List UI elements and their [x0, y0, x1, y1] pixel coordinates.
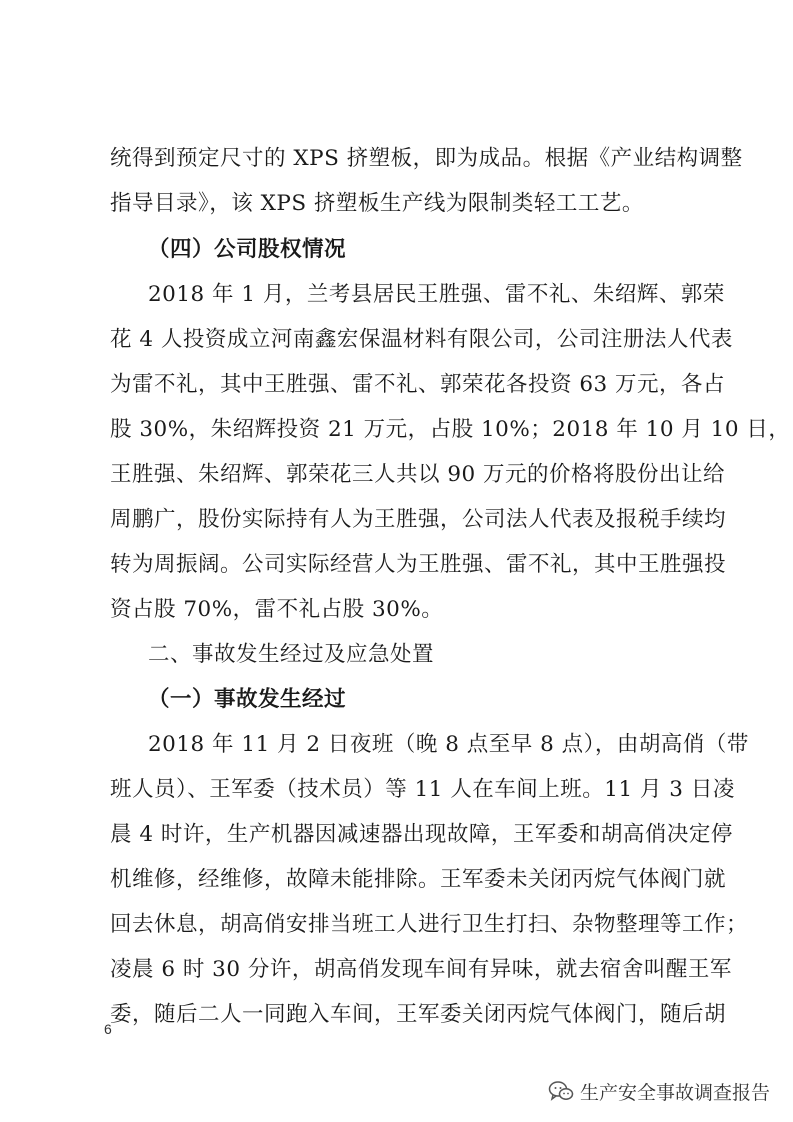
paragraph-line: 为雷不礼，其中王胜强、雷不礼、郭荣花各投资 63 万元，各占: [110, 372, 726, 397]
paragraph-line: 资占股 70%，雷不礼占股 30%。: [110, 597, 444, 622]
paragraph-line: 2018 年 11 月 2 日夜班（晚 8 点至早 8 点），由胡高俏（带: [148, 732, 749, 757]
paragraph-line: 2018 年 1 月，兰考县居民王胜强、雷不礼、朱绍辉、郭荣: [148, 282, 725, 307]
paragraph-line: 王胜强、朱绍辉、郭荣花三人共以 90 万元的价格将股份出让给: [110, 462, 726, 487]
paragraph-line: 班人员）、王军委（技术员）等 11 人在车间上班。11 月 3 日凌: [110, 777, 735, 802]
paragraph-line: 转为周振阔。公司实际经营人为王胜强、雷不礼，其中王胜强投: [110, 552, 727, 577]
paragraph-line: 指导目录》，该 XPS 挤塑板生产线为限制类轻工工艺。: [110, 191, 644, 216]
paragraph-line: 周鹏广，股份实际持有人为王胜强，公司法人代表及报税手续均: [110, 507, 727, 532]
chapter-heading: 二、事故发生经过及应急处置: [148, 642, 435, 667]
paragraph-line: 回去休息，胡高俏安排当班工人进行卫生打扫、杂物整理等工作；: [110, 912, 749, 937]
page-number: 6: [104, 1021, 112, 1037]
wechat-icon: [548, 1079, 574, 1103]
paragraph-line: 委，随后二人一同跑入车间，王军委关闭丙烷气体阀门，随后胡: [110, 1002, 727, 1027]
paragraph-line: 花 4 人投资成立河南鑫宏保温材料有限公司，公司注册法人代表: [110, 327, 733, 352]
paragraph-line: 统得到预定尺寸的 XPS 挤塑板，即为成品。根据《产业结构调整: [110, 146, 743, 171]
wechat-watermark: [548, 1076, 770, 1106]
watermark-text: 生产安全事故调查报告: [580, 1081, 771, 1104]
section-heading: （一）事故发生经过: [148, 687, 347, 712]
paragraph-line: 股 30%，朱绍辉投资 21 万元，占股 10%；2018 年 10 月 10 日，: [110, 417, 791, 442]
paragraph-line: 凌晨 6 时 30 分许，胡高俏发现车间有异味，就去宿舍叫醒王军: [110, 957, 732, 982]
section-heading: （四）公司股权情况: [148, 237, 347, 262]
paragraph-line: 晨 4 时许，生产机器因减速器出现故障，王军委和胡高俏决定停: [110, 822, 733, 847]
paragraph-line: 机维修，经维修，故障未能排除。王军委未关闭丙烷气体阀门就: [110, 867, 727, 892]
